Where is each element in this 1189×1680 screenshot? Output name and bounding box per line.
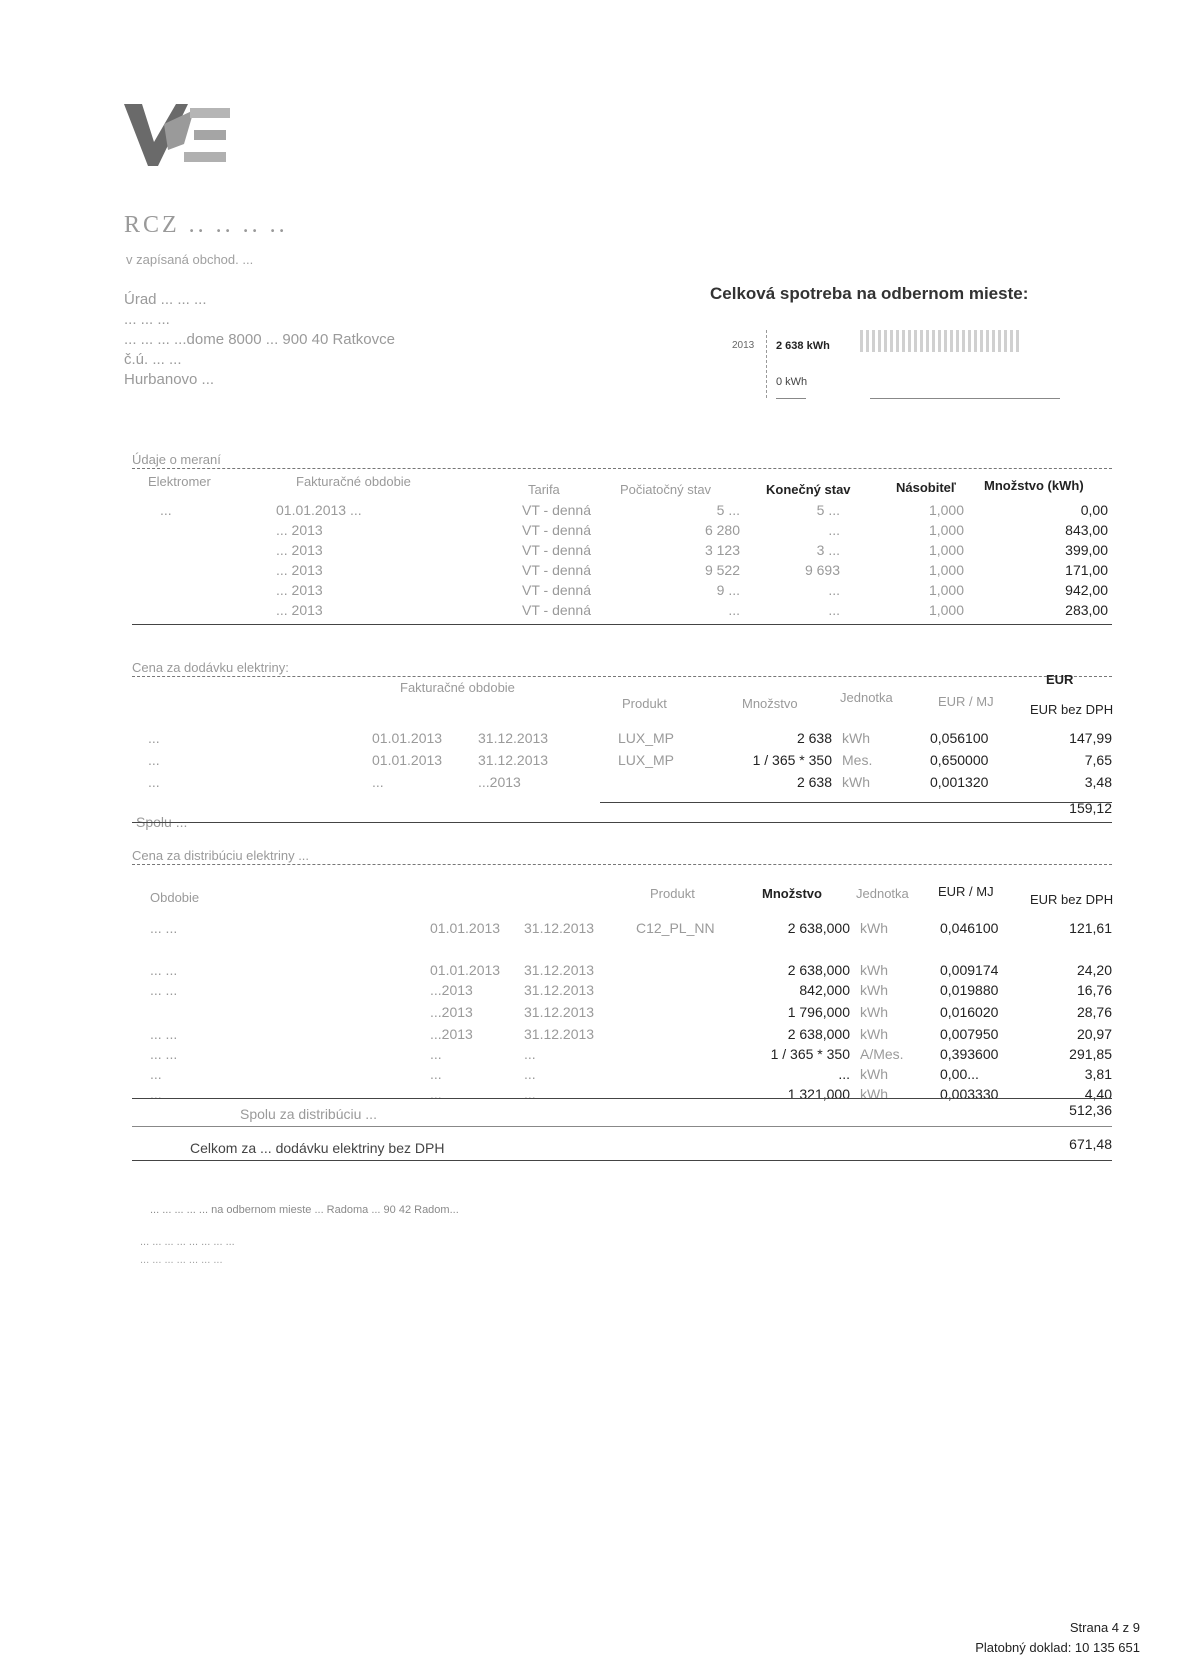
distribution-price: 0,393600 — [940, 1046, 999, 1062]
col-header-quantity: Množstvo — [742, 696, 798, 711]
supply-total: 147,99 — [1069, 730, 1112, 746]
supply-quantity: 2 638 — [796, 730, 832, 746]
divider — [776, 398, 806, 399]
meter-quantity: 171,00 — [1065, 562, 1108, 578]
company-subline: v zapísaná obchod. ... — [126, 252, 254, 267]
distribution-to: 31.12.2013 — [524, 1004, 595, 1020]
grand-total: 671,48 — [1069, 1136, 1112, 1152]
document-number: Platobný doklad: 10 135 651 — [975, 1640, 1140, 1655]
address-line: č.ú. ... ... — [124, 351, 182, 368]
distribution-subtotal-label: Spolu za distribúciu ... — [240, 1106, 377, 1122]
meter-start: ... — [728, 602, 740, 618]
distribution-price: 0,007950 — [940, 1026, 999, 1042]
meter-end: ... — [828, 522, 840, 538]
distribution-total: 291,85 — [1069, 1046, 1112, 1062]
supply-item: ... — [148, 730, 160, 746]
col-header-price: EUR / MJ — [938, 694, 994, 709]
distribution-quantity: 2 638,000 — [787, 1026, 850, 1042]
distribution-from: ...2013 — [430, 982, 473, 998]
divider — [132, 1098, 1112, 1099]
distribution-from: ... — [430, 1086, 442, 1102]
supply-product: LUX_MP — [618, 752, 675, 768]
distribution-to: ... — [524, 1086, 536, 1102]
supply-unit: Mes. — [842, 752, 873, 768]
distribution-price: 0,019880 — [940, 982, 999, 998]
distribution-item: ... ... — [150, 1046, 178, 1062]
col-header-multiplier: Násobiteľ — [896, 480, 956, 495]
distribution-total: 121,61 — [1069, 920, 1112, 936]
supply-quantity: 2 638 — [796, 774, 832, 790]
distribution-item: ... — [150, 1066, 162, 1082]
distribution-to: 31.12.2013 — [524, 982, 595, 998]
divider — [132, 624, 1112, 625]
col-header-end: Konečný stav — [766, 482, 851, 497]
meter-tariff: VT - denná — [522, 502, 592, 518]
col-header-price: EUR / MJ — [938, 884, 994, 899]
meter-tariff: VT - denná — [522, 562, 592, 578]
summary-year: 2013 — [732, 340, 755, 351]
divider — [132, 468, 1112, 469]
divider — [870, 398, 1060, 399]
distribution-from: ... — [430, 1066, 442, 1082]
distribution-to: 31.12.2013 — [524, 920, 595, 936]
distribution-item: ... ... — [150, 920, 178, 936]
distribution-subtotal: 512,36 — [1069, 1102, 1112, 1118]
meter-end: 9 693 — [804, 562, 840, 578]
supply-total: 7,65 — [1084, 752, 1112, 768]
distribution-quantity: 2 638,000 — [787, 962, 850, 978]
meter-start: 5 ... — [716, 502, 740, 518]
col-header-meter: Elektromer — [148, 474, 211, 489]
meter-multiplier: 1,000 — [928, 562, 964, 578]
address-line: ... ... ... ...dome 8000 ... 900 40 Ratkovce — [124, 331, 395, 348]
meter-section-title: Údaje o meraní — [132, 452, 221, 467]
meter-period: ... 2013 — [276, 602, 323, 618]
meter-quantity: 843,00 — [1065, 522, 1108, 538]
meter-quantity: 399,00 — [1065, 542, 1108, 558]
col-header-unit: Jednotka — [856, 886, 909, 901]
distribution-from: 01.01.2013 — [430, 962, 501, 978]
col-header-product: Produkt — [622, 696, 667, 711]
supply-to: 31.12.2013 — [478, 752, 549, 768]
distribution-to: 31.12.2013 — [524, 962, 595, 978]
divider — [132, 864, 1112, 865]
distribution-unit: kWh — [860, 962, 888, 978]
distribution-item: ... ... — [150, 1026, 178, 1042]
summary-consumption: 2 638 kWh — [776, 340, 830, 352]
distribution-quantity: 1 321,000 — [787, 1086, 850, 1102]
meter-period: 01.01.2013 ... — [276, 502, 362, 518]
distribution-item: ... ... — [150, 962, 178, 978]
meter-period: ... 2013 — [276, 542, 323, 558]
divider — [132, 1160, 1112, 1161]
supply-from: ... — [372, 774, 384, 790]
meter-start: 9 ... — [716, 582, 740, 598]
distribution-item: ... — [150, 1086, 162, 1102]
distribution-to: ... — [524, 1046, 536, 1062]
supply-price: 0,650000 — [930, 752, 989, 768]
distribution-total: 28,76 — [1076, 1004, 1112, 1020]
distribution-from: ... — [430, 1046, 442, 1062]
col-header-tariff: Tarifa — [528, 482, 560, 497]
supply-item: ... — [148, 774, 160, 790]
meter-id: ... — [160, 502, 172, 518]
meter-start: 6 280 — [704, 522, 740, 538]
summary-title: Celková spotreba na odbernom mieste: — [710, 284, 1029, 303]
distribution-total: 20,97 — [1076, 1026, 1112, 1042]
meter-start: 3 123 — [704, 542, 740, 558]
distribution-price: 0,003330 — [940, 1086, 999, 1102]
distribution-price: 0,00... — [940, 1066, 979, 1082]
supply-total: 3,48 — [1084, 774, 1112, 790]
divider — [132, 1126, 1112, 1127]
supply-subtotal: 159,12 — [1069, 800, 1112, 816]
meter-quantity: 283,00 — [1065, 602, 1108, 618]
supply-from: 01.01.2013 — [372, 752, 443, 768]
distribution-from: ...2013 — [430, 1004, 473, 1020]
meter-quantity: 0,00 — [1080, 502, 1108, 518]
distribution-from: 01.01.2013 — [430, 920, 501, 936]
meter-end: 3 ... — [816, 542, 840, 558]
supply-price: 0,056100 — [930, 730, 989, 746]
meter-tariff: VT - denná — [522, 582, 592, 598]
supply-section-title: Cena za dodávku elektriny: — [132, 660, 289, 675]
grand-total-label: Celkom za ... dodávku elektriny bez DPH — [190, 1140, 445, 1156]
col-header-start: Počiatočný stav — [620, 482, 712, 497]
supply-quantity: 1 / 365 * 350 — [752, 752, 832, 768]
distribution-unit: kWh — [860, 1086, 888, 1102]
meter-end: ... — [828, 582, 840, 598]
distribution-product: C12_PL_NN — [636, 920, 715, 936]
meter-end: ... — [828, 602, 840, 618]
summary-power: 0 kWh — [776, 376, 808, 388]
distribution-unit: kWh — [860, 1066, 888, 1082]
distribution-unit: kWh — [860, 920, 888, 936]
distribution-total: 16,76 — [1076, 982, 1112, 998]
divider — [132, 822, 1112, 823]
col-header-period: Fakturačné obdobie — [296, 474, 411, 489]
address-line: Úrad ... ... ... — [124, 291, 207, 308]
meter-period: ... 2013 — [276, 562, 323, 578]
distribution-total: 3,81 — [1084, 1066, 1112, 1082]
divider — [132, 676, 1112, 677]
address-line: ... ... ... — [124, 311, 170, 328]
distribution-unit: kWh — [860, 982, 888, 998]
distribution-unit: A/Mes. — [860, 1046, 904, 1062]
company-logo — [124, 104, 234, 170]
meter-start: 9 522 — [704, 562, 740, 578]
distribution-price: 0,009174 — [940, 962, 999, 978]
meter-tariff: VT - denná — [522, 602, 592, 618]
meter-quantity: 942,00 — [1065, 582, 1108, 598]
page-number: Strana 4 z 9 — [1069, 1620, 1140, 1635]
summary-redacted — [860, 330, 1020, 352]
col-header-quantity: Množstvo (kWh) — [984, 478, 1084, 493]
col-header-product: Produkt — [650, 886, 695, 901]
supply-unit: kWh — [842, 774, 870, 790]
distribution-total: 4,40 — [1084, 1086, 1112, 1102]
distribution-quantity: ... — [838, 1066, 850, 1082]
col-header-eur: EUR — [1046, 672, 1074, 687]
distribution-from: ...2013 — [430, 1026, 473, 1042]
meter-period: ... 2013 — [276, 522, 323, 538]
distribution-to: 31.12.2013 — [524, 1026, 595, 1042]
col-header-total: EUR bez DPH — [1030, 892, 1114, 907]
col-header-period: Fakturačné obdobie — [400, 680, 515, 695]
meter-multiplier: 1,000 — [928, 582, 964, 598]
distribution-total: 24,20 — [1076, 962, 1112, 978]
supply-from: 01.01.2013 — [372, 730, 443, 746]
note-line: ... ... ... ... ... ... ... ... — [140, 1236, 235, 1248]
supply-product: LUX_MP — [618, 730, 675, 746]
distribution-price: 0,046100 — [940, 920, 999, 936]
meter-tariff: VT - denná — [522, 542, 592, 558]
distribution-quantity: 1 / 365 * 350 — [770, 1046, 850, 1062]
meter-multiplier: 1,000 — [928, 522, 964, 538]
note-line: ... ... ... ... ... na odbernom mieste ... Radoma ... 90 42 Radom... — [150, 1204, 459, 1216]
meter-multiplier: 1,000 — [928, 542, 964, 558]
meter-end: 5 ... — [816, 502, 840, 518]
meter-multiplier: 1,000 — [928, 602, 964, 618]
distribution-section-title: Cena za distribúciu elektriny ... — [132, 848, 310, 863]
col-header-total: EUR bez DPH — [1030, 702, 1114, 717]
supply-unit: kWh — [842, 730, 870, 746]
distribution-quantity: 842,000 — [799, 982, 850, 998]
distribution-to: ... — [524, 1066, 536, 1082]
supply-subtotal-label: Spolu ... — [136, 814, 188, 830]
meter-period: ... 2013 — [276, 582, 323, 598]
col-header-item: Obdobie — [150, 890, 200, 905]
distribution-quantity: 1 796,000 — [787, 1004, 850, 1020]
col-header-unit: Jednotka — [840, 690, 893, 705]
address-line: Hurbanovo ... — [124, 371, 215, 388]
col-header-quantity: Množstvo — [762, 886, 822, 901]
distribution-price: 0,016020 — [940, 1004, 999, 1020]
supply-price: 0,001320 — [930, 774, 989, 790]
distribution-unit: kWh — [860, 1004, 888, 1020]
customer-address — [124, 290, 395, 390]
supply-to: ...2013 — [478, 774, 521, 790]
meter-multiplier: 1,000 — [928, 502, 964, 518]
distribution-quantity: 2 638,000 — [787, 920, 850, 936]
note-line: ... ... ... ... ... ... ... — [140, 1254, 223, 1266]
supply-to: 31.12.2013 — [478, 730, 549, 746]
meter-tariff: VT - denná — [522, 522, 592, 538]
supply-item: ... — [148, 752, 160, 768]
distribution-unit: kWh — [860, 1026, 888, 1042]
distribution-item: ... ... — [150, 982, 178, 998]
company-name: RCZ .. .. .. .. — [124, 212, 288, 238]
